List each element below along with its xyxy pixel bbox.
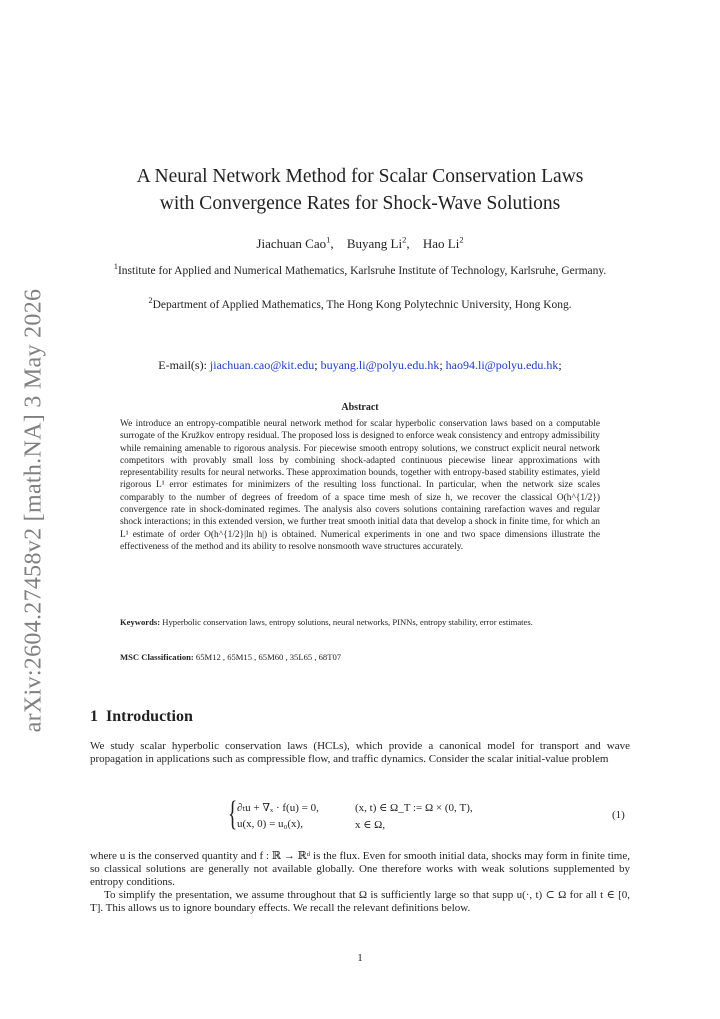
section-heading (90, 708, 193, 726)
left-brace: { (228, 794, 238, 833)
author-name: Jiachuan Cao (256, 236, 327, 251)
affiliation-text: Institute for Applied and Numerical Mathematics, Karlsruhe Institute of Technology, Karlsruhe, Germany. (117, 265, 607, 277)
msc-label: MSC Classification: (120, 652, 194, 662)
equation-number: (1) (612, 809, 625, 821)
author-name: Hao Li (422, 236, 460, 251)
equation-domain: (x, t) ∈ Ω_T := Ω × (0, T), (355, 802, 473, 814)
equation-system (228, 794, 488, 837)
title-line-1: A Neural Network Method for Scalar Conservation Laws (136, 166, 584, 187)
abstract-heading: Abstract (341, 402, 379, 413)
email-line: E-mail(s): jiachuan.cao@kit.edu; buyang.li@polyu.edu.hk; hao94.li@polyu.edu.hk; (158, 358, 562, 372)
email-link[interactable]: jiachuan.cao@kit.edu (209, 358, 315, 372)
affiliation-mark: 2 (402, 234, 407, 245)
paragraph-text: We study scalar hyperbolic conservation laws (HCLs), which provide a canonical model for transport and wave propagation in applications such as compressible flow, and traffic dynamics. Consider the scalar initial-value problem (90, 740, 630, 765)
email-link[interactable]: hao94.li@polyu.edu.hk (445, 358, 559, 372)
equation-lhs: ∂ₜu + ∇ₓ · f(u) = 0, (237, 802, 319, 814)
msc-codes: 65M12 , 65M15 , 65M60 , 35L65 , 68T07 (195, 652, 342, 662)
affiliation-text: Department of Applied Mathematics, The Hong Kong Polytechnic University, Hong Kong. (152, 299, 572, 311)
affiliation-2 (110, 295, 610, 313)
arxiv-identifier: arXiv:2604.27458v2 [math.NA] 3 May 2026 (20, 288, 47, 732)
abstract-text: We introduce an entropy-compatible neural network method for scalar hyperbolic conservation laws based on a computable surrogate of the Kružkov entropy residual. The proposed loss is designed to enforce weak consistency and entropy admissibility while remaining amenable to rigorous analysis. For piecewise smooth entropy solutions, we construct explicit neural network competitors with provably small loss by combining shock-adapted continuous piecewise linear approximations with representability results for neural networks. These approximation bounds, together with entropy-based stability estimates, yield rigorous L¹ error estimates for minimizers of the resulting loss functional. In particular, when the network size scales comparably to the number of degrees of freedom of a space time mesh of size h, we recover the classical O(h^{1/2}) convergence rate in shock-dominated regimes. The analysis also covers solutions containing rarefaction waves and regular shock interactions; in this extended version, we further treat smooth initial data that develop a shock in finite time, for which an L¹ estimate of order O(h^{1/2}|ln h|) is obtained. Numerical experiments in one and two space dimensions illustrate the effectiveness of the method and its ability to resolve nonsmooth wave structures accurately. (120, 419, 600, 552)
email-label: E-mail(s): (158, 358, 207, 372)
paper-title (90, 163, 630, 217)
paragraph-text: where u is the conserved quantity and f : ℝ → ℝᵈ is the flux. Even for smooth initial data, shocks may form in finite time, so classical solutions are generally not available globally. One therefore works with weak solutions supplemented by entropy conditions. (90, 850, 630, 888)
author-list: Jiachuan Cao$^1$, Buyang Li$^2$, Hao Li$^2$ (256, 234, 464, 251)
abstract-body (120, 418, 600, 553)
keywords-label: Keywords: (120, 617, 161, 627)
page-number: 1 (357, 952, 363, 964)
affiliation-mark: 1 (113, 261, 118, 272)
author-name: Buyang Li (346, 236, 403, 251)
intro-paragraph (90, 740, 630, 766)
affiliation-1 (110, 261, 610, 279)
affiliation-mark: 1 (326, 234, 331, 245)
title-line-2: with Convergence Rates for Shock-Wave Solutions (159, 193, 561, 214)
equation-domain: x ∈ Ω, (355, 819, 386, 831)
affiliation-mark: 2 (148, 295, 153, 306)
body-paragraphs (90, 850, 630, 915)
keywords-text: Hyperbolic conservation laws, entropy solutions, neural networks, PINNs, entropy stability, error estimates. (162, 617, 533, 627)
msc-classification (120, 652, 600, 662)
email-link[interactable]: buyang.li@polyu.edu.hk (320, 358, 440, 372)
equation-lhs: u(x, 0) = u₀(x), (237, 818, 303, 830)
keywords (120, 617, 600, 628)
section-number: 1 (90, 708, 98, 725)
affiliation-mark: 2 (459, 234, 464, 245)
arxiv-sidebar (14, 285, 54, 735)
section-title: Introduction (106, 708, 193, 725)
paragraph-text: To simplify the presentation, we assume throughout that Ω is sufficiently large so that supp u(·, t) ⊂ Ω for all t ∈ [0, T]. This allows us to ignore boundary effects. We recall the relevant definitions below. (90, 889, 630, 914)
